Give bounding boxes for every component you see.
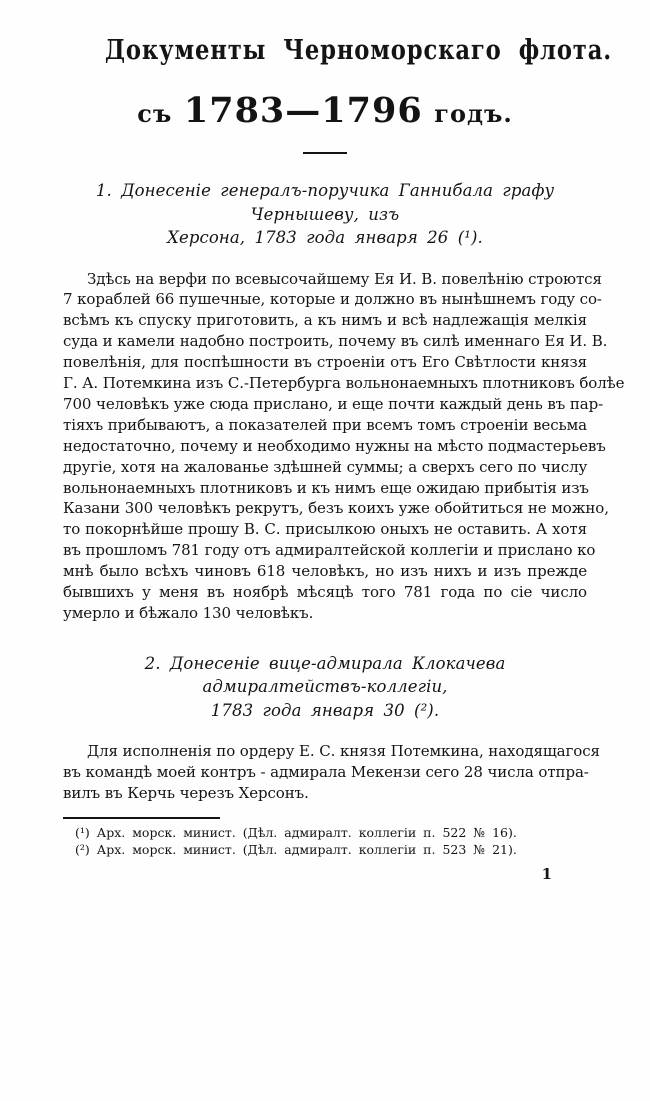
- subtitle-prefix: съ: [137, 99, 173, 128]
- paragraph-line: Здѣсь на верфи по всевысочайшему Ея И. В. повелѣнію строются: [87, 269, 602, 288]
- section-heading: [63, 652, 587, 723]
- paragraph-line: мнѣ было всѣхъ чиновъ 618 человѣкъ, но изъ нихъ и изъ прежде: [63, 562, 587, 581]
- paragraph-line: 7 кораблей 66 пушечные, которые и должно въ нынѣшнемъ году со-: [63, 290, 602, 309]
- paragraph-line: то покорнѣйше прошу В. С. присылкою оныхъ не оставить. А хотя: [63, 520, 587, 539]
- subtitle-suffix: годъ.: [434, 99, 513, 128]
- footnote-separator-rule: [63, 817, 220, 819]
- paragraph-line: повелѣнія, для поспѣшности въ строеніи отъ Его Свѣтлости князя: [63, 353, 587, 372]
- paragraph-line: всѣмъ къ спуску приготовить, а къ нимъ и всѣ надлежащія мелкія: [63, 311, 587, 330]
- footnote: (¹) Арх. морск. минист. (Дѣл. адмиралт. коллегіи п. 522 № 16).: [75, 824, 517, 840]
- paragraph-line: вилъ въ Керчь черезъ Херсонъ.: [63, 784, 309, 803]
- footnotes: [63, 824, 587, 859]
- paragraph-line: въ прошломъ 781 году отъ адмиралтейской коллегіи и прислано ко: [63, 541, 596, 560]
- page-number: 1: [541, 864, 552, 883]
- section-paragraph: [63, 741, 600, 804]
- paragraph-line: недостаточно, почему и необходимо нужны на мѣсто подмастерьевъ: [63, 436, 606, 455]
- paragraph-line: бывшихъ у меня въ ноябрѣ мѣсяцѣ того 781 года по сіе число: [63, 583, 587, 602]
- section-paragraph: [63, 269, 625, 624]
- document-body: [63, 179, 625, 804]
- section-heading-line: Херсона, 1783 года января 26 (¹).: [167, 228, 483, 247]
- paragraph-line: Казани 300 человѣкъ рекрутъ, безъ коихъ уже обойтиться не можно,: [63, 499, 609, 518]
- subtitle-years: 1783—1796: [183, 90, 423, 131]
- section-heading: [63, 179, 587, 250]
- paragraph-line: Для исполненія по ордеру Е. С. князя Потемкина, находящагося: [87, 742, 600, 761]
- paragraph-line: 700 человѣкъ уже сюда прислано, и еще почти каждый день въ пар-: [63, 394, 604, 413]
- document-title: Документы Черноморскаго флота.: [104, 35, 612, 66]
- title-divider-rule: [303, 152, 347, 154]
- paragraph-line: Г. А. Потемкина изъ С.-Петербурга вольнонаемныхъ плотниковъ болѣе: [63, 374, 625, 393]
- paragraph-line: вольнонаемныхъ плотниковъ и къ нимъ еще ожидаю прибытія изъ: [63, 478, 589, 497]
- paragraph-line: тіяхъ прибываютъ, а показателей при всемъ томъ строеніи весьма: [63, 415, 587, 434]
- section-heading-line: 2. Донесеніе вице-адмирала Клокачева адмиралтействъ-коллегіи,: [144, 653, 506, 697]
- footnote: (²) Арх. морск. минист. (Дѣл. адмиралт. коллегіи п. 523 № 21).: [75, 842, 517, 858]
- document-section-2: [63, 652, 600, 804]
- paragraph-line: умерло и бѣжало 130 человѣкъ.: [63, 604, 314, 622]
- paragraph-line: другіе, хотя на жалованье здѣшней суммы; а сверхъ сего по числу: [63, 457, 588, 476]
- paragraph-line: суда и камели надобно построить, почему въ силѣ именнаго Ея И. В.: [63, 332, 608, 351]
- document-section-1: [63, 179, 625, 624]
- section-heading-line: 1. Донесеніе генералъ-поручика Ганнибала графу Чернышеву, изъ: [95, 181, 555, 224]
- document-subtitle: [63, 90, 587, 131]
- paragraph-line: въ командѣ моей контръ - адмирала Мекензи сего 28 числа отпра-: [63, 763, 589, 782]
- section-heading-line: 1783 года января 30 (²).: [210, 700, 440, 720]
